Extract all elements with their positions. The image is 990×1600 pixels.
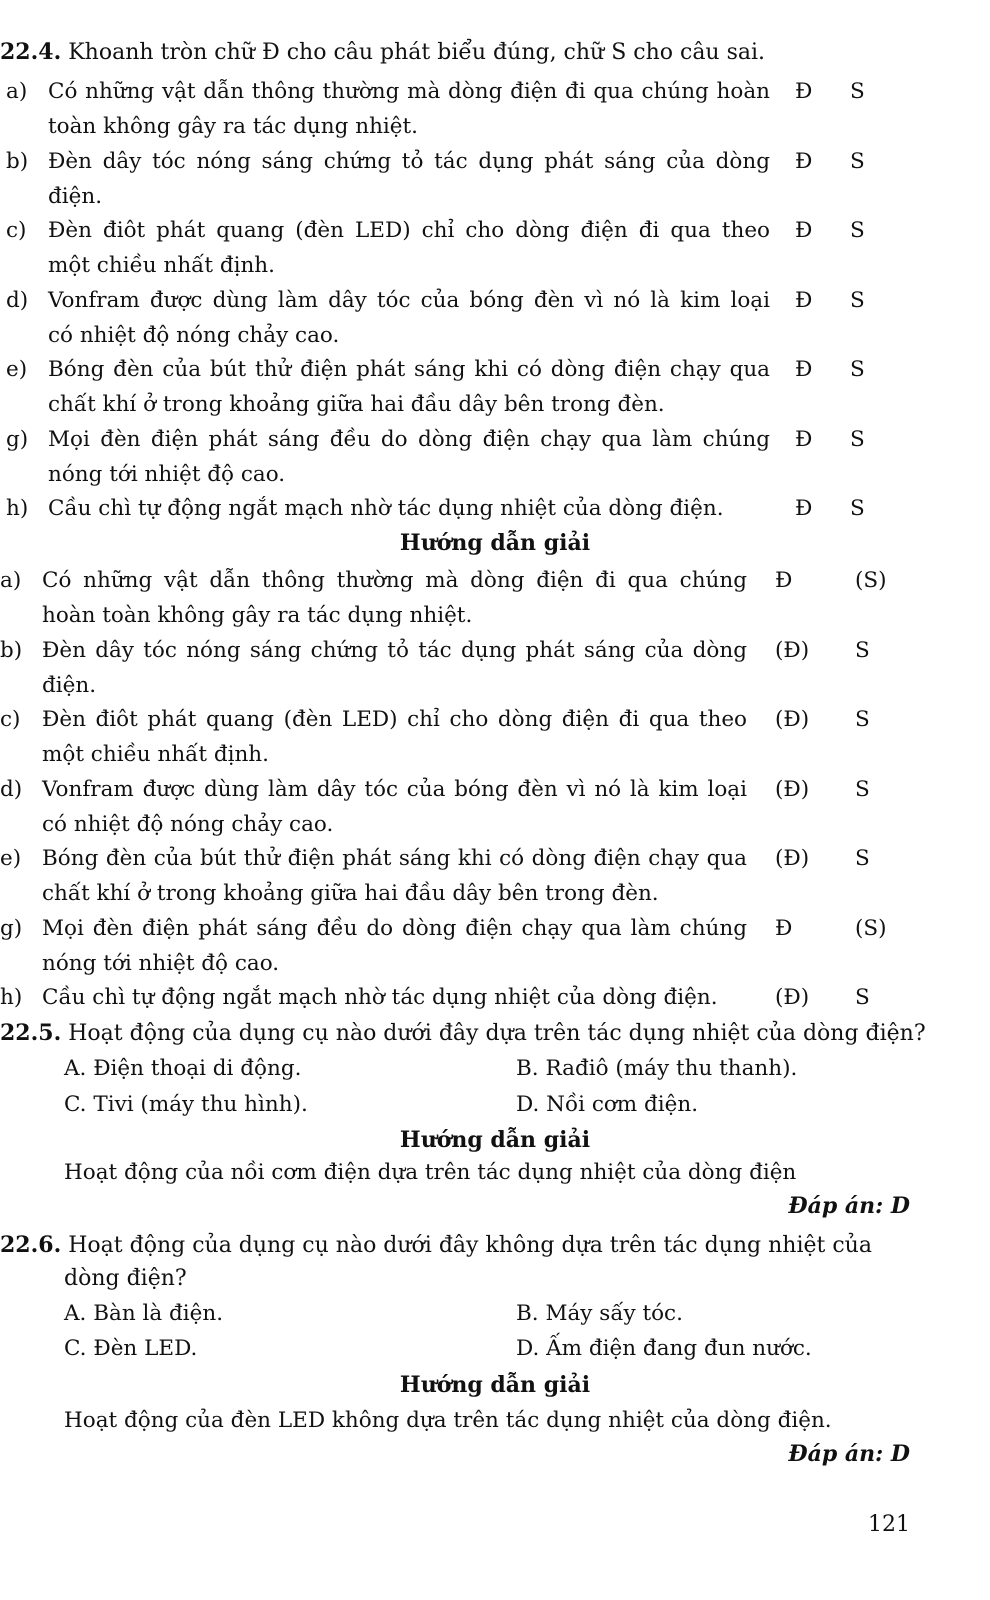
- q224-answer-label: a): [0, 568, 22, 593]
- q226-guide-title: Hướng dẫn giải: [399, 1372, 591, 1398]
- q224-statement-false-mark: S: [850, 357, 865, 382]
- q224-answer-label: b): [0, 637, 23, 663]
- q224-answer-false-mark: S: [855, 846, 870, 871]
- q224-statement-true-mark: Đ: [795, 496, 813, 521]
- q224-statement-label: c): [6, 218, 27, 243]
- q224-answer-text-line1: Đèn dây tóc nóng sáng chứng tỏ tác dụng phát sáng của dòng: [42, 637, 747, 663]
- q224-answer-text-line1: Bóng đèn của bút thử điện phát sáng khi có dòng điện chạy qua: [42, 846, 747, 871]
- q225-answer: Đáp án: D: [788, 1193, 910, 1219]
- q224-answer-text-line2: một chiều nhất định.: [42, 742, 269, 767]
- q224-statement-true-mark: Đ: [795, 218, 813, 243]
- q224-answer-text-line2: có nhiệt độ nóng chảy cao.: [42, 811, 334, 837]
- q224-answer-text-line1: Có những vật dẫn thông thường mà dòng điện đi qua chúng: [42, 568, 747, 593]
- q225-option-c: C. Tivi (máy thu hình).: [64, 1092, 308, 1117]
- q224-statement-text-line1: Đèn điôt phát quang (đèn LED) chỉ cho dòng điện đi qua theo: [48, 218, 770, 243]
- q224-answer-true-mark: (Đ): [775, 637, 810, 663]
- q224-statement-label: b): [6, 148, 29, 174]
- q225-number: 22.5.: [0, 1020, 62, 1046]
- q224-statement-text-line1: Vonfram được dùng làm dây tóc của bóng đèn vì nó là kim loại: [48, 287, 770, 313]
- q224-answer-label: e): [0, 846, 22, 871]
- q224-statement-text-line1: Cầu chì tự động ngắt mạch nhờ tác dụng nhiệt của dòng điện.: [48, 496, 724, 521]
- q226-option-d: D. Ấm điện đang đun nước.: [516, 1336, 812, 1361]
- q224-answer-text-line2: hoàn toàn không gây ra tác dụng nhiệt.: [42, 603, 473, 628]
- q224-statement-true-mark: Đ: [795, 148, 813, 174]
- q224-statement-true-mark: Đ: [795, 287, 813, 313]
- q224-statement-text-line1: Có những vật dẫn thông thường mà dòng điện đi qua chúng hoàn: [48, 79, 770, 104]
- q225-prompt: Hoạt động của dụng cụ nào dưới đây dựa trên tác dụng nhiệt của dòng điện?: [68, 1021, 926, 1046]
- q224-statement-label: e): [6, 357, 28, 382]
- q224-statement-false-mark: S: [850, 287, 865, 313]
- q224-answer-false-mark: (S): [855, 568, 887, 593]
- q226-number: 22.6.: [0, 1232, 62, 1258]
- q224-answer-label: h): [0, 985, 23, 1010]
- q226-guide-text: Hoạt động của đèn LED không dựa trên tác dụng nhiệt của dòng điện.: [64, 1408, 832, 1433]
- q226-prompt-line2: dòng điện?: [64, 1266, 187, 1291]
- q224-answer-true-mark: (Đ): [775, 776, 810, 802]
- q224-answer-label: c): [0, 707, 21, 732]
- q224-statement-true-mark: Đ: [795, 357, 813, 382]
- q224-answer-text-line2: nóng tới nhiệt độ cao.: [42, 950, 280, 976]
- q224-answer-label: d): [0, 776, 23, 802]
- q225-option-d: D. Nồi cơm điện.: [516, 1092, 699, 1117]
- q224-answer-true-mark: Đ: [775, 568, 793, 593]
- q224-statement-label: h): [6, 496, 29, 521]
- q224-answer-false-mark: (S): [855, 915, 887, 941]
- q224-answer-label: g): [0, 915, 23, 941]
- q224-statement-text-line2: nóng tới nhiệt độ cao.: [48, 461, 286, 487]
- q224-statement-false-mark: S: [850, 426, 865, 452]
- q224-statement-true-mark: Đ: [795, 79, 813, 104]
- q224-statement-true-mark: Đ: [795, 426, 813, 452]
- q226-option-b: B. Máy sấy tóc.: [516, 1301, 683, 1326]
- q226-option-a: A. Bàn là điện.: [64, 1301, 224, 1326]
- q224-answer-text-line1: Mọi đèn điện phát sáng đều do dòng điện chạy qua làm chúng: [42, 915, 747, 941]
- page-number: 121: [868, 1512, 910, 1537]
- q224-statement-text-line2: một chiều nhất định.: [48, 253, 275, 278]
- q224-statement-label: g): [6, 426, 29, 452]
- q224-statement-false-mark: S: [850, 496, 865, 521]
- q224-number: 22.4.: [0, 39, 62, 65]
- q224-statement-label: a): [6, 79, 28, 104]
- q224-answer-true-mark: (Đ): [775, 707, 810, 732]
- q224-answer-true-mark: (Đ): [775, 846, 810, 871]
- q224-statement-text-line1: Bóng đèn của bút thử điện phát sáng khi có dòng điện chạy qua: [48, 357, 770, 382]
- q224-answer-text-line1: Vonfram được dùng làm dây tóc của bóng đèn vì nó là kim loại: [42, 776, 747, 802]
- q224-statement-text-line2: toàn không gây ra tác dụng nhiệt.: [48, 114, 418, 139]
- q224-prompt: Khoanh tròn chữ Đ cho câu phát biểu đúng, chữ S cho câu sai.: [68, 40, 766, 65]
- q224-answer-false-mark: S: [855, 707, 870, 732]
- q226-answer: Đáp án: D: [788, 1441, 910, 1467]
- q226-header: [0, 1230, 910, 1261]
- q224-answer-true-mark: (Đ): [775, 985, 810, 1010]
- q225-option-a: A. Điện thoại di động.: [64, 1056, 302, 1081]
- q224-statement-text-line2: điện.: [48, 183, 103, 209]
- q224-answer-false-mark: S: [855, 637, 870, 663]
- q224-answer-true-mark: Đ: [775, 915, 793, 941]
- q224-statement-text-line2: chất khí ở trong khoảng giữa hai đầu dây bên trong đèn.: [48, 392, 665, 417]
- q225-guide-text: Hoạt động của nồi cơm điện dựa trên tác dụng nhiệt của dòng điện: [64, 1160, 797, 1185]
- q224-guide-title: Hướng dẫn giải: [399, 530, 591, 556]
- q225-guide-title: Hướng dẫn giải: [399, 1127, 591, 1153]
- q224-answer-text-line1: Đèn điôt phát quang (đèn LED) chỉ cho dòng điện đi qua theo: [42, 707, 747, 732]
- q225-header: [0, 1018, 926, 1049]
- q224-statement-false-mark: S: [850, 148, 865, 174]
- q224-header: [0, 37, 765, 68]
- q224-statement-false-mark: S: [850, 218, 865, 243]
- q226-prompt-line1: Hoạt động của dụng cụ nào dưới đây không dựa trên tác dụng nhiệt của: [68, 1233, 872, 1258]
- q225-option-b: B. Rađiô (máy thu thanh).: [516, 1056, 798, 1081]
- q224-answer-false-mark: S: [855, 776, 870, 802]
- q224-answer-text-line2: điện.: [42, 672, 97, 698]
- q224-statement-text-line1: Đèn dây tóc nóng sáng chứng tỏ tác dụng phát sáng của dòng: [48, 148, 770, 174]
- q224-statement-label: d): [6, 287, 29, 313]
- q224-answer-text-line2: chất khí ở trong khoảng giữa hai đầu dây bên trong đèn.: [42, 881, 659, 906]
- q224-answer-false-mark: S: [855, 985, 870, 1010]
- q224-statement-false-mark: S: [850, 79, 865, 104]
- q224-answer-text-line1: Cầu chì tự động ngắt mạch nhờ tác dụng nhiệt của dòng điện.: [42, 985, 718, 1010]
- q224-statement-text-line1: Mọi đèn điện phát sáng đều do dòng điện chạy qua làm chúng: [48, 426, 770, 452]
- q226-option-c: C. Đèn LED.: [64, 1336, 198, 1361]
- q224-statement-text-line2: có nhiệt độ nóng chảy cao.: [48, 322, 340, 348]
